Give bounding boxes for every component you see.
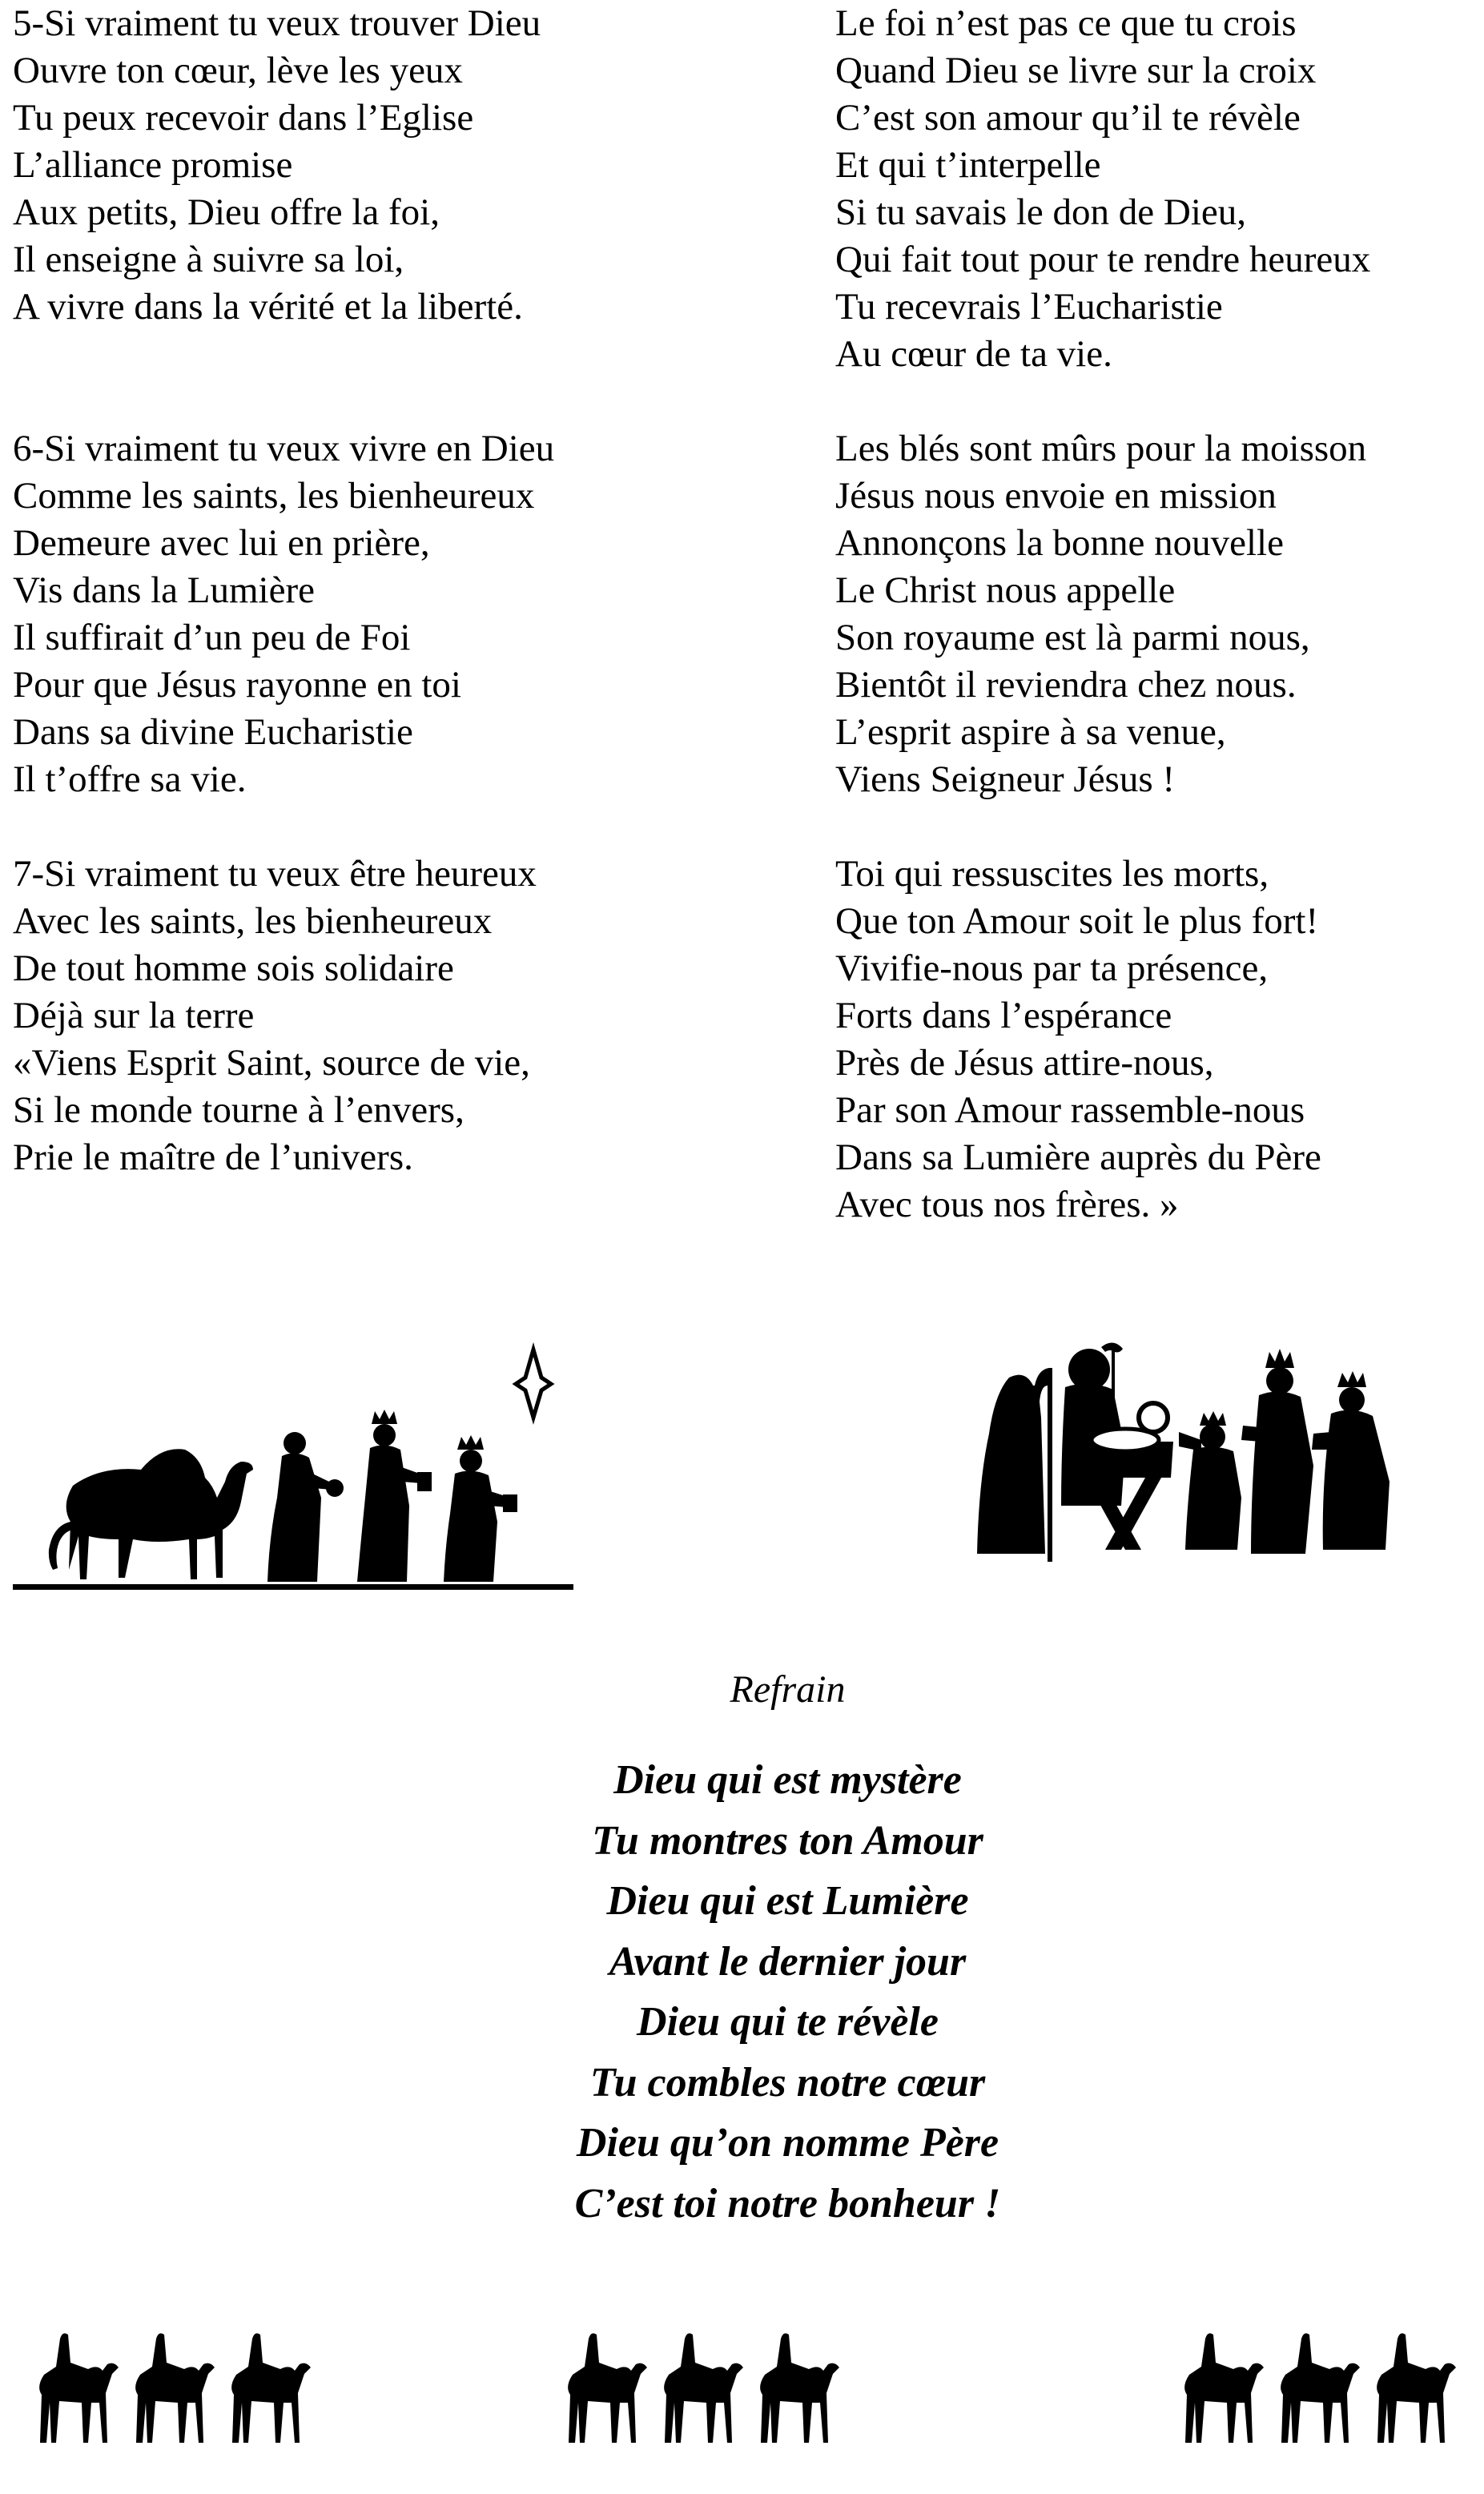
verse-line: Tu recevrais l’Eucharistie xyxy=(835,286,1223,328)
verse-line: Avec les saints, les bienheureux xyxy=(13,900,493,942)
stanza-faith xyxy=(835,0,1476,378)
nativity-scene-silhouette xyxy=(961,1338,1410,1570)
footer-caravan-right xyxy=(1169,2291,1458,2455)
stanza-5 xyxy=(13,0,718,331)
verse-line: Dans sa divine Eucharistie xyxy=(13,711,413,753)
verse-line: Tu peux recevoir dans l’Eglise xyxy=(13,97,474,139)
refrain-line: C’est toi notre bonheur ! xyxy=(574,2180,1001,2226)
verse-line: Bientôt il reviendra chez nous. xyxy=(835,664,1297,706)
verse-line: Il enseigne à suivre sa loi, xyxy=(13,239,404,280)
refrain-title: Refrain xyxy=(730,1668,846,1711)
left-column xyxy=(13,0,718,1276)
camel-rider-silhouettes xyxy=(24,2291,312,2451)
verse-line: Et qui t’interpelle xyxy=(835,144,1101,186)
refrain-line: Dieu qu’on nomme Père xyxy=(576,2120,999,2166)
refrain-line: Dieu qui est mystère xyxy=(613,1757,962,1803)
verse-line: Quand Dieu se livre sur la croix xyxy=(835,50,1317,91)
verse-line: Près de Jésus attire-nous, xyxy=(835,1042,1214,1084)
verse-line: 7-Si vraiment tu veux être heureux xyxy=(13,853,537,895)
star-icon xyxy=(516,1350,551,1418)
verse-line: Qui fait tout pour te rendre heureux xyxy=(835,239,1371,280)
refrain-line: Dieu qui est Lumière xyxy=(606,1878,969,1924)
verse-line: Au cœur de ta vie. xyxy=(835,333,1112,375)
verse-line: Viens Seigneur Jésus ! xyxy=(835,758,1176,800)
camel-rider-silhouettes xyxy=(1169,2291,1458,2451)
verse-line: Il t’offre sa vie. xyxy=(13,758,247,800)
verse-line: Par son Amour rassemble-nous xyxy=(835,1089,1305,1131)
verse-line: De tout homme sois solidaire xyxy=(13,947,454,989)
refrain-block xyxy=(0,1750,1484,2234)
verse-line: Son royaume est là parmi nous, xyxy=(835,617,1310,658)
verse-line: Annonçons la bonne nouvelle xyxy=(835,522,1284,564)
footer-caravan-left xyxy=(24,2291,312,2455)
magi-caravan-illustration xyxy=(13,1329,573,1594)
refrain-line: Tu combles notre cœur xyxy=(589,2059,986,2106)
verse-line: «Viens Esprit Saint, source de vie, xyxy=(13,1042,530,1084)
verse-line: Pour que Jésus rayonne en toi xyxy=(13,664,461,706)
camel-rider-silhouettes xyxy=(553,2291,841,2451)
verse-line: 5-Si vraiment tu veux trouver Dieu xyxy=(13,2,541,44)
refrain-line: Tu montres ton Amour xyxy=(592,1817,983,1864)
nativity-illustration xyxy=(961,1338,1410,1570)
stanza-harvest xyxy=(835,425,1476,803)
verse-line: Toi qui ressuscites les morts, xyxy=(835,853,1269,895)
verse-line: Que ton Amour soit le plus fort! xyxy=(835,900,1319,942)
refrain-line: Avant le dernier jour xyxy=(609,1938,967,1985)
stanza-7 xyxy=(13,851,718,1181)
footer-caravan-center xyxy=(553,2291,841,2455)
stanza-6 xyxy=(13,425,718,803)
verse-line: Déjà sur la terre xyxy=(13,995,255,1036)
verse-line: L’alliance promise xyxy=(13,144,293,186)
right-column xyxy=(835,0,1476,1323)
verse-line: Forts dans l’espérance xyxy=(835,995,1172,1036)
verse-line: A vivre dans la vérité et la liberté. xyxy=(13,286,523,328)
verse-line: Si le monde tourne à l’envers, xyxy=(13,1089,465,1131)
verse-line: Les blés sont mûrs pour la moisson xyxy=(835,428,1367,469)
refrain-line: Dieu qui te révèle xyxy=(637,1999,939,2045)
verse-line: Ouvre ton cœur, lève les yeux xyxy=(13,50,463,91)
verse-line: Aux petits, Dieu offre la foi, xyxy=(13,191,440,233)
verse-line: Il suffirait d’un peu de Foi xyxy=(13,617,411,658)
verse-line: 6-Si vraiment tu veux vivre en Dieu xyxy=(13,428,555,469)
stanza-resurrection xyxy=(835,851,1476,1229)
verse-line: Vivifie-nous par ta présence, xyxy=(835,947,1269,989)
camel-and-three-kings-silhouette xyxy=(13,1329,573,1594)
verse-line: L’esprit aspire à sa venue, xyxy=(835,711,1226,753)
verse-line: Prie le maître de l’univers. xyxy=(13,1136,413,1178)
verse-line: Le Christ nous appelle xyxy=(835,569,1176,611)
verse-line: Jésus nous envoie en mission xyxy=(835,475,1277,517)
verse-line: Avec tous nos frères. » xyxy=(835,1184,1179,1225)
verse-line: Dans sa Lumière auprès du Père xyxy=(835,1136,1321,1178)
verse-line: Si tu savais le don de Dieu, xyxy=(835,191,1247,233)
verse-line: Comme les saints, les bienheureux xyxy=(13,475,535,517)
verse-line: Demeure avec lui en prière, xyxy=(13,522,430,564)
verse-line: C’est son amour qu’il te révèle xyxy=(835,97,1301,139)
verse-line: Le foi n’est pas ce que tu crois xyxy=(835,2,1297,44)
verse-line: Vis dans la Lumière xyxy=(13,569,315,611)
